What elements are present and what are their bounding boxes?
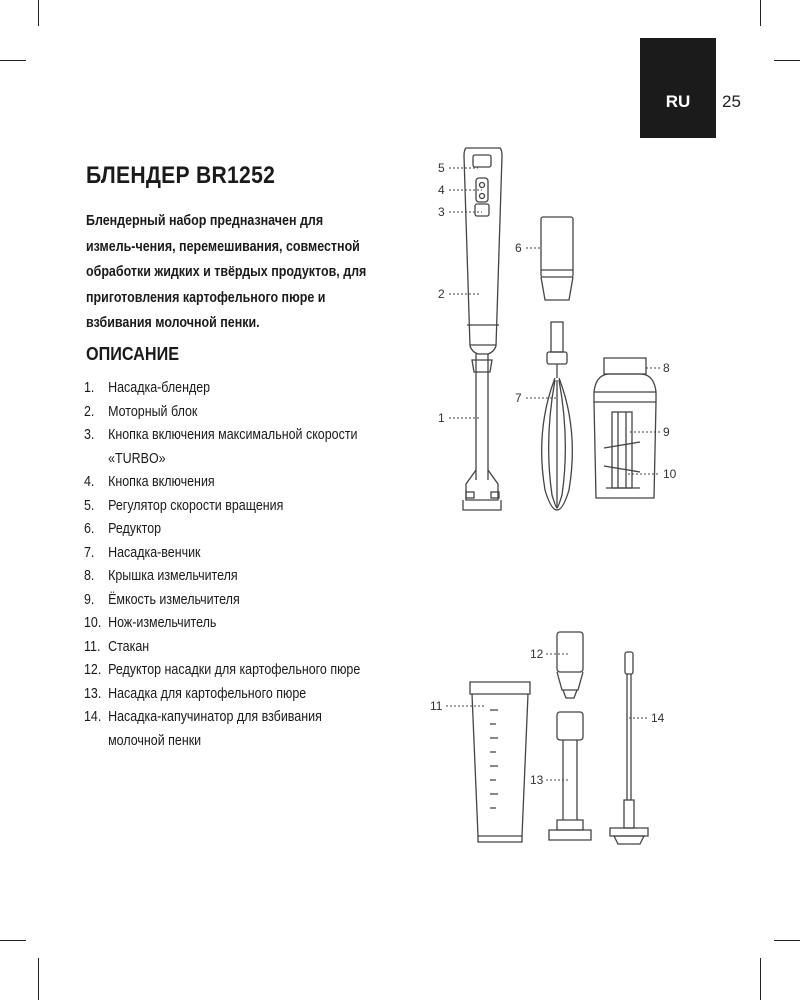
page-number: 25 [722,92,741,111]
list-item: 8. Крышка измельчителя [84,568,238,584]
list-item: 10. Нож-измельчитель [84,615,217,631]
callout-6: 6 [515,241,522,255]
page-title: БЛЕНДЕР BR1252 [86,162,276,189]
list-item: 6. Редуктор [84,521,162,537]
list-item: 13. Насадка для картофельного пюре [84,685,307,702]
gearbox-illustration [541,217,573,300]
leader-lines [446,168,660,780]
language-tab: RU [640,38,716,138]
whisk-illustration [542,322,573,510]
frother-illustration [610,652,648,844]
callout-5: 5 [438,161,445,175]
callout-7: 7 [515,391,522,405]
callout-13: 13 [530,773,544,787]
callout-2: 2 [438,287,445,301]
callout-3: 3 [438,205,445,219]
puree-attachment-illustration [549,712,591,840]
list-item: 14. Насадка-капучинатор для взбивания молочной пенки [84,709,322,749]
callout-4: 4 [438,183,445,197]
list-item: 9. Ёмкость измельчителя [84,591,240,608]
callout-14: 14 [651,711,665,725]
list-item: 1. Насадка-блендер [84,380,211,396]
chopper-illustration [594,358,656,498]
callout-1: 1 [438,411,445,425]
list-item: 3. Кнопка включения максимальной скорости «TURBO» [84,427,358,467]
section-heading: ОПИСАНИЕ [86,344,180,364]
callout-9: 9 [663,425,670,439]
callout-12: 12 [530,647,544,661]
callout-11: 11 [430,699,443,713]
list-item: 12. Редуктор насадки для картофельного пюре [84,662,361,678]
motor-block-illustration [464,148,502,354]
list-item: 7. Насадка-венчик [84,544,201,561]
list-item: 4. Кнопка включения [84,474,215,490]
callout-8: 8 [663,361,670,375]
list-item: 11. Стакан [84,638,150,655]
list-item: 5. Регулятор скорости вращения [84,497,284,514]
list-item: 2. Моторный блок [84,403,198,420]
intro-paragraph: Блендерный набор предназначен для измель-чения, перемешивания, совместной обработки жидких и твёрдых продуктов, для приготовления картофельного пюре и взбивания молочной пенки. [86,213,367,331]
blender-shaft-illustration [463,354,501,510]
callout-10: 10 [663,467,677,481]
puree-gearbox-illustration [557,632,583,698]
